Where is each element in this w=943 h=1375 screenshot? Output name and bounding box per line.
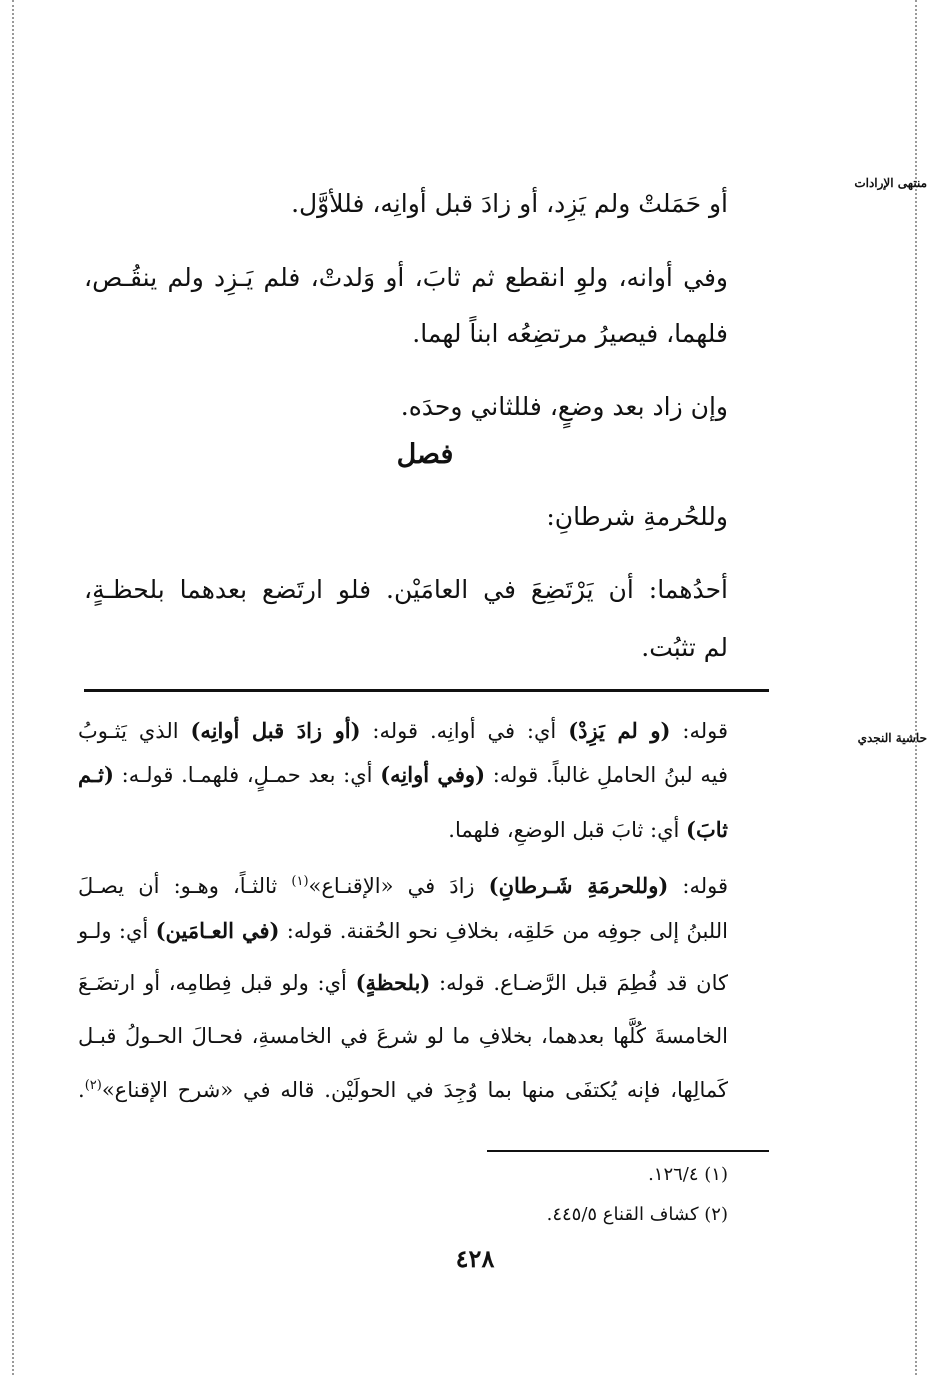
commentary-line-6	[78, 965, 728, 1001]
commentary-text: كان قد فُطِمَ قبل الرَّضـاع. قوله:	[430, 971, 728, 995]
footnote-2: (٢) كشاف القناع ٤٤٥/٥.	[546, 1204, 728, 1225]
footnote-rule	[487, 1150, 769, 1152]
commentary-text: أي: بعد حمـلٍ، فلهمـا. قولـه:	[113, 763, 381, 787]
commentary-line-5	[78, 913, 728, 949]
main-text-line-5: وللحُرمةِ شرطانِ:	[546, 502, 728, 531]
page-number: ٤٢٨	[455, 1244, 495, 1273]
commentary-text: الذي يَثـوبُ	[78, 719, 191, 743]
commentary-text: قوله:	[668, 874, 729, 898]
commentary-quote: (وفي أوانِه)	[380, 762, 486, 787]
commentary-text: أي: ولـو	[78, 919, 156, 943]
commentary-line-7: الخامسةَ كُلَّها بعدهما، بخلافِ ما لو شرعَ في الخامسةِ، فحـالَ الحـولُ قبـل	[78, 1024, 728, 1048]
commentary-text: أي: في أوانِه. قوله:	[360, 719, 569, 743]
commentary-line-8	[78, 1068, 728, 1108]
main-text-line-6: أحدُهما: أن يَرْتَضِعَ في العامَيْن. فلو ارتَضع بعدهما بلحظـةٍ،	[84, 575, 728, 604]
commentary-quote: ثابَ)	[686, 817, 728, 842]
commentary-line-1	[78, 713, 728, 749]
main-text-line-1: أو حَمَلتْ ولم يَزِد، أو زادَ قبل أوانِه، فللأوَّل.	[291, 189, 728, 218]
commentary-text: أي: ولو قبل فِطامِه، أو ارتضَـعَ	[78, 971, 356, 995]
commentary-text: أي: ثابَ قبل الوضعِ، فلهما.	[448, 818, 687, 842]
commentary-text: .	[78, 1078, 85, 1102]
separator-rule	[84, 689, 769, 692]
commentary-quote: (وللحرمَةِ شَـرطانِ)	[488, 873, 669, 898]
right-scan-edge	[915, 0, 917, 1375]
commentary-quote: (أو زادَ قبل أوانِه)	[190, 718, 361, 743]
commentary-text: فيه لبنُ الحاملِ غالباً. قوله:	[485, 763, 728, 787]
commentary-quote: (ثـم	[78, 762, 114, 787]
margin-label-muntaha: منتهى الإرادات	[854, 176, 927, 190]
commentary-text: ثالثـاً، وهـو: أن يصـلَ	[78, 874, 292, 898]
commentary-quote: (في العـامَين)	[155, 918, 280, 943]
commentary-line-2	[78, 757, 728, 793]
commentary-line-3	[448, 812, 728, 848]
commentary-text: قوله:	[670, 719, 729, 743]
commentary-text: كَمالِها، فإنه يُكتفَى منها بما وُجِدَ في الحولَيْن. قاله في «شرح الإقناع»	[101, 1078, 728, 1102]
main-text-line-3: فلهما، فيصيرُ مرتضِعُه ابناً لهما.	[412, 319, 728, 348]
commentary-line-4	[78, 864, 728, 904]
left-scan-edge	[12, 0, 14, 1375]
footnote-ref: (٢)	[84, 1078, 102, 1093]
commentary-text: اللبنُ إلى جوفِه من حَلقِه، بخلافِ نحو الحُقنة. قوله:	[279, 919, 728, 943]
margin-label-najdi: حاشية النجدي	[857, 731, 927, 745]
main-text-line-7: لم تثبُت.	[641, 633, 728, 662]
commentary-quote: (و لم يَزِدْ)	[568, 718, 671, 743]
main-text-line-4: وإن زاد بعد وضعٍ، فللثاني وحدَه.	[400, 392, 728, 421]
commentary-quote: (بلحظةٍ)	[355, 970, 431, 995]
main-text-line-2: وفي أوانه، ولوِ انقطع ثم ثابَ، أو وَلدتْ، فلم يَـزِد ولم ينقُـص،	[84, 263, 728, 292]
footnote-1: (١) ١٢٦/٤.	[648, 1164, 728, 1185]
footnote-ref: (١)	[291, 874, 309, 889]
commentary-text: زادَ في «الإقنـاع»	[308, 874, 489, 898]
section-heading: فصل	[396, 439, 454, 470]
